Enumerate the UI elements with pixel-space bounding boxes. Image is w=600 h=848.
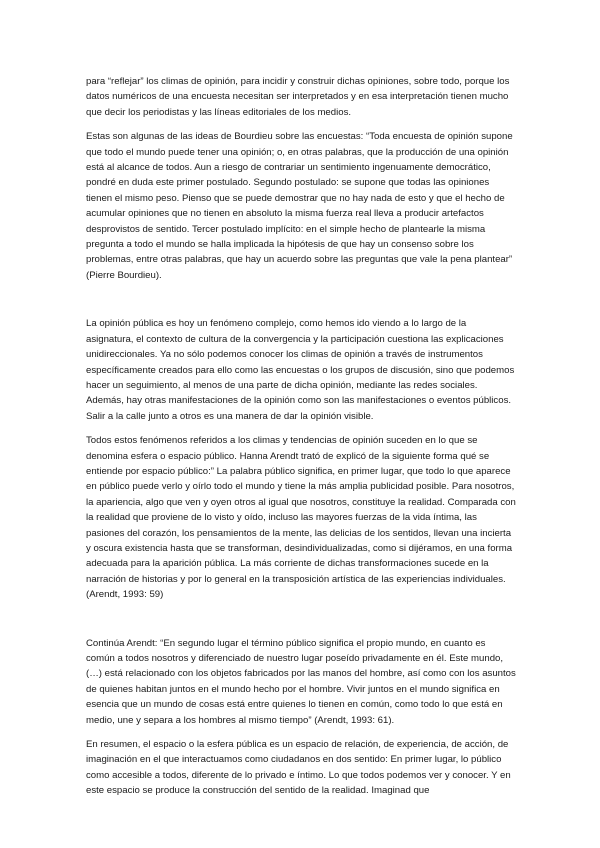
paragraph-media-interpretation: para “reflejar” los climas de opinión, para incidir y construir dichas opiniones, sobre todo, porque los datos numéricos de una encuesta necesitan ser interpretados y en esa interpretación tienen mucho que decir los periodistas y las líneas editoriales de los medios. bbox=[86, 76, 510, 118]
paragraph-spacer bbox=[86, 424, 516, 433]
paragraph-spacer bbox=[86, 728, 516, 737]
paragraph-arendt-continues: Continúa Arendt: “En segundo lugar el término público significa el propio mundo, en cuanto es común a todos nosotros y diferenciado de nuestro lugar poseído privadamente en él. Este mundo, (…) está relacionado con los objetos fabricados por las manos del hombre, así como con los asuntos de quienes habitan juntos en el mundo hecho por el hombre. Vivir juntos en el mundo significa en esencia que un mundo de cosas está entre quienes lo tienen en común, como todo lo que está en medio, une y separa a los hombres al mismo tiempo” (Arendt, 1993: 61). bbox=[86, 637, 516, 726]
paragraph-arendt-public-space: Todos estos fenómenos referidos a los climas y tendencias de opinión suceden en lo que se denomina esfera o espacio público. Hanna Arendt trató de explicó de la siguiente forma qué se entiende por espacio público:” La palabra público significa, en primer lugar, que todo lo que aparece en público puede verlo y oírlo todo el mundo y tiene la más amplia publicidad posible. Para nosotros, la apariencia, algo que ven y oyen otros al igual que nosotros, constituye la realidad. Comparada con la realidad que proviene de lo visto y oído, incluso las mayores fuerzas de la vida íntima, las pasiones del corazón, los pensamientos de la mente, las delicias de los sentidos, llevan una incierta y oscura existencia hasta que se transforman, desindividualizadas, como si dijéramos, en una forma adecuada para la aparición pública. La más corriente de dichas transformaciones sucede en la narración de historias y por lo general en la transposición artística de las experiencias individuales. (Arendt, 1993: 59) bbox=[86, 435, 516, 601]
section-spacer bbox=[86, 603, 516, 636]
document-body bbox=[86, 74, 516, 799]
paragraph-public-opinion: La opinión pública es hoy un fenómeno complejo, como hemos ido viendo a lo largo de la asignatura, el contexto de cultura de la convergencia y la participación cuestiona las explicaciones unidireccionales. Ya no sólo podemos conocer los climas de opinión a través de instrumentos específicamente creados para ello como las encuestas o los grupos de discusión, sino que podemos hacer un seguimiento, al menos de una parte de dicha opinión, mediante las redes sociales. Además, hay otras manifestaciones de la opinión como son las manifestaciones o eventos públicos. Salir a la calle junto a otros es una manera de dar la opinión visible. bbox=[86, 318, 515, 422]
paragraph-summary: En resumen, el espacio o la esfera pública es un espacio de relación, de experiencia, de acción, de imaginación en el que interactuamos como ciudadanos en dos sentido: En primer lugar, lo público como accesible a todos, diferente de lo privado e íntimo. Lo que todos podemos ver y conocer. Y en este espacio se produce la construcción del sentido de la realidad. Imaginad que bbox=[86, 739, 511, 797]
section-spacer bbox=[86, 283, 516, 316]
paragraph-spacer bbox=[86, 120, 516, 129]
paragraph-bourdieu-quote: Estas son algunas de las ideas de Bourdieu sobre las encuestas: “Toda encuesta de opinión supone que todo el mundo puede tener una opinión; o, en otras palabras, que la producción de una opinión está al alcance de todos. Aun a riesgo de contrariar un sentimiento ingenuamente democrático, pondré en duda este primer postulado. Segundo postulado: se supone que todas las opiniones tienen el mismo peso. Pienso que se puede demostrar que no hay nada de esto y que el hecho de acumular opiniones que no tienen en absoluto la misma fuerza real lleva a producir artefactos desprovistos de sentido. Tercer postulado implícito: en el simple hecho de plantearle la misma pregunta a todo el mundo se halla implicada la hipótesis de que hay un consenso sobre los problemas, entre otras palabras, que hay un acuerdo sobre las preguntas que vale la pena plantear” (Pierre Bourdieu). bbox=[86, 131, 513, 281]
